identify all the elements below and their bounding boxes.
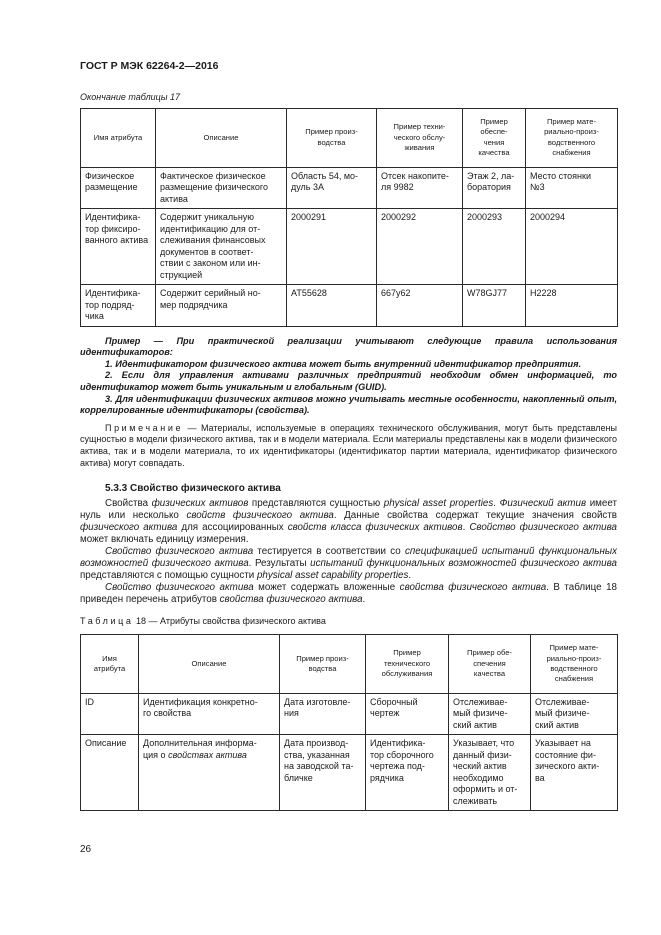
cell-quality-example: Этаж 2, ла- боратория xyxy=(463,167,526,209)
italic-text-segment: свойств физического актива xyxy=(186,510,334,522)
text-segment: может содержать вложенные xyxy=(253,582,400,594)
cell-quality-example: Указывает, что данный физи- ческий актив необходимо оформить и от- слеживать xyxy=(449,735,531,811)
cell-description: Фактическое физическое размещение физического актива xyxy=(156,167,287,209)
cell-inventory-example: 2000294 xyxy=(526,209,618,285)
section-heading: 5.3.3 Свойство физического актива xyxy=(105,483,281,495)
header-production-example: Пример произ- водства xyxy=(280,635,366,694)
text-segment: . xyxy=(493,498,500,510)
table-row xyxy=(81,735,618,811)
italic-text-segment: свойства физического актива xyxy=(219,594,363,606)
cell-inventory-example: Указывает на состояние фи- зического акти- ва xyxy=(531,735,618,811)
cell-inventory-example: Отслеживае- мый физиче- ский актив xyxy=(531,693,618,735)
text-segment: . Результаты xyxy=(248,558,311,570)
table-17-caption: Окончание таблицы 17 xyxy=(80,92,180,102)
italic-text-segment: свойствах актива xyxy=(168,749,247,760)
cell-maintenance-example: Отсек накопите- ля 9982 xyxy=(377,167,463,209)
text-segment: . Данные свойства содержат текущие значения свойств xyxy=(333,510,618,522)
italic-text-segment: physical asset properties xyxy=(383,498,494,510)
header-inventory-example: Пример мате- риально-произ- водственного снабжения xyxy=(526,109,618,168)
table-header-row xyxy=(81,635,618,694)
header-attribute-name: Имя атрибута xyxy=(81,635,139,694)
header-maintenance-example: Пример технического обслуживания xyxy=(366,635,449,694)
note-label: Примечание xyxy=(105,422,184,433)
document-id: ГОСТ Р МЭК 62264-2—2016 xyxy=(80,60,219,72)
italic-text-segment: физических активов xyxy=(151,498,249,510)
italic-text-segment: Свойство физического актива xyxy=(469,522,617,534)
table-row xyxy=(81,285,618,327)
table-17 xyxy=(80,108,618,327)
cell-production-example: AT55628 xyxy=(287,285,377,327)
header-maintenance-example: Пример техни- ческого обслу- живания xyxy=(377,109,463,168)
cell-attribute-name: Идентифика- тор фиксиро- ванного актива xyxy=(81,209,156,285)
italic-text-segment: Свойство физического актива xyxy=(105,546,254,558)
text-segment: имеет нуль или несколько xyxy=(80,498,617,522)
cell-attribute-name: Физическое размещение xyxy=(81,167,156,209)
page-content xyxy=(80,60,617,811)
table-row xyxy=(81,209,618,285)
cell-inventory-example: Место стоянки №3 xyxy=(526,167,618,209)
italic-text-segment: физического актива xyxy=(80,522,178,534)
cell-maintenance-example: Идентифика- тор сборочного чертежа под- рядчика xyxy=(366,735,449,811)
cell-production-example: Дата производ- ства, указанная на заводской та- бличке xyxy=(280,735,366,811)
body-paragraph-1 xyxy=(80,498,617,546)
table-18-caption-label: Таблица xyxy=(80,616,134,627)
table-header-row xyxy=(81,109,618,168)
header-quality-example: Пример обе- спечения качества xyxy=(449,635,531,694)
italic-text-segment: Свойство физического актива xyxy=(105,582,254,594)
italic-text-segment: свойств класса физических активов xyxy=(287,522,463,534)
header-description: Описание xyxy=(156,109,287,168)
text-segment: представляются с помощью сущности xyxy=(80,570,257,582)
cell-production-example: Дата изготовле- ния xyxy=(280,693,366,735)
italic-text-segment: physical asset capability properties xyxy=(256,570,409,582)
table-row xyxy=(81,693,618,735)
italic-text-segment: спецификацией испытаний функциональных возможностей физического актива xyxy=(80,546,617,570)
italic-text-segment: свойства физического актива xyxy=(399,582,547,594)
note-paragraph xyxy=(80,423,617,469)
cell-quality-example: W78GJ77 xyxy=(463,285,526,327)
italic-text-segment: Физический актив xyxy=(499,498,587,510)
text-segment: может включать единицу измерения. xyxy=(80,534,249,546)
italic-text-segment: испытаний функциональных возможностей физического актива xyxy=(310,558,617,570)
cell-description xyxy=(139,735,280,811)
text-segment: представляются сущностью xyxy=(248,498,384,510)
text-segment: тестируется в соответствии со xyxy=(253,546,405,558)
text-segment: . xyxy=(462,522,470,534)
table-row xyxy=(81,167,618,209)
cell-maintenance-example: 2000292 xyxy=(377,209,463,285)
example-intro: Пример — При практической реализации учитывают следующие правила использования идентификаторов: xyxy=(80,335,617,358)
header-attribute-name: Имя атрибута xyxy=(81,109,156,168)
example-block xyxy=(80,336,617,417)
cell-quality-example: 2000293 xyxy=(463,209,526,285)
cell-attribute-name: Описание xyxy=(81,735,139,811)
header-production-example: Пример произ- водства xyxy=(287,109,377,168)
table-18-caption-text: 18 — Атрибуты свойства физического актива xyxy=(133,616,326,627)
table-18-caption xyxy=(80,616,617,627)
text-segment: . В таблице 18 приведен перечень атрибутов xyxy=(80,582,617,606)
table-18 xyxy=(80,634,618,811)
note-block xyxy=(80,423,617,469)
text-segment: . xyxy=(362,594,366,606)
cell-description: Содержит уникальную идентификацию для от- слеживания финансовых документов в соответ- ствии с законом или ин- струкцией xyxy=(156,209,287,285)
cell-production-example: 2000291 xyxy=(287,209,377,285)
section-body xyxy=(80,498,617,606)
header-quality-example: Пример обеспе- чения качества xyxy=(463,109,526,168)
example-rule-2: 2. Если для управления активами различных предприятий необходим обмен информацией, то идентификатор может быть уникальным и глобальным (GUID). xyxy=(80,370,617,392)
cell-description: Содержит серийный но- мер подрядчика xyxy=(156,285,287,327)
cell-maintenance-example: 667y62 xyxy=(377,285,463,327)
text-segment: Дополнительная информа- ция о xyxy=(143,738,257,760)
cell-production-example: Область 54, мо- дуль 3А xyxy=(287,167,377,209)
header-description: Описание xyxy=(139,635,280,694)
cell-description: Идентификация конкретно- го свойства xyxy=(139,693,280,735)
text-segment: Свойства xyxy=(105,498,152,510)
body-paragraph-3 xyxy=(80,582,617,606)
example-rule-3: 3. Для идентификации физических активов можно учитывать местные особенности, накопленный опыт, коррелированные идентификаторы (свойства). xyxy=(80,393,617,416)
text-segment: . xyxy=(408,570,412,582)
note-text: — Материалы, используемые в операциях технического обслуживания, могут быть представлены сущностью в модели физического актива, так и в модели материала. Если материалы представлены как в модели физического актива, так и в модели материала, то их идентификаторы (идентификатор партии материала, идентификатор физического актива) могут совпадать. xyxy=(80,422,617,468)
page-number: 26 xyxy=(80,844,92,855)
cell-attribute-name: ID xyxy=(81,693,139,735)
cell-attribute-name: Идентифика- тор подряд- чика xyxy=(81,285,156,327)
example-rule-1: 1. Идентификатором физического актива может быть внутренний идентификатор предприятия. xyxy=(105,358,582,369)
cell-inventory-example: H2228 xyxy=(526,285,618,327)
text-segment: для ассоциированных xyxy=(177,522,288,534)
header-inventory-example: Пример мате- риально-произ- водственного снабжения xyxy=(531,635,618,694)
cell-quality-example: Отслеживае- мый физиче- ский актив xyxy=(449,693,531,735)
cell-maintenance-example: Сборочный чертеж xyxy=(366,693,449,735)
body-paragraph-2 xyxy=(80,546,617,582)
